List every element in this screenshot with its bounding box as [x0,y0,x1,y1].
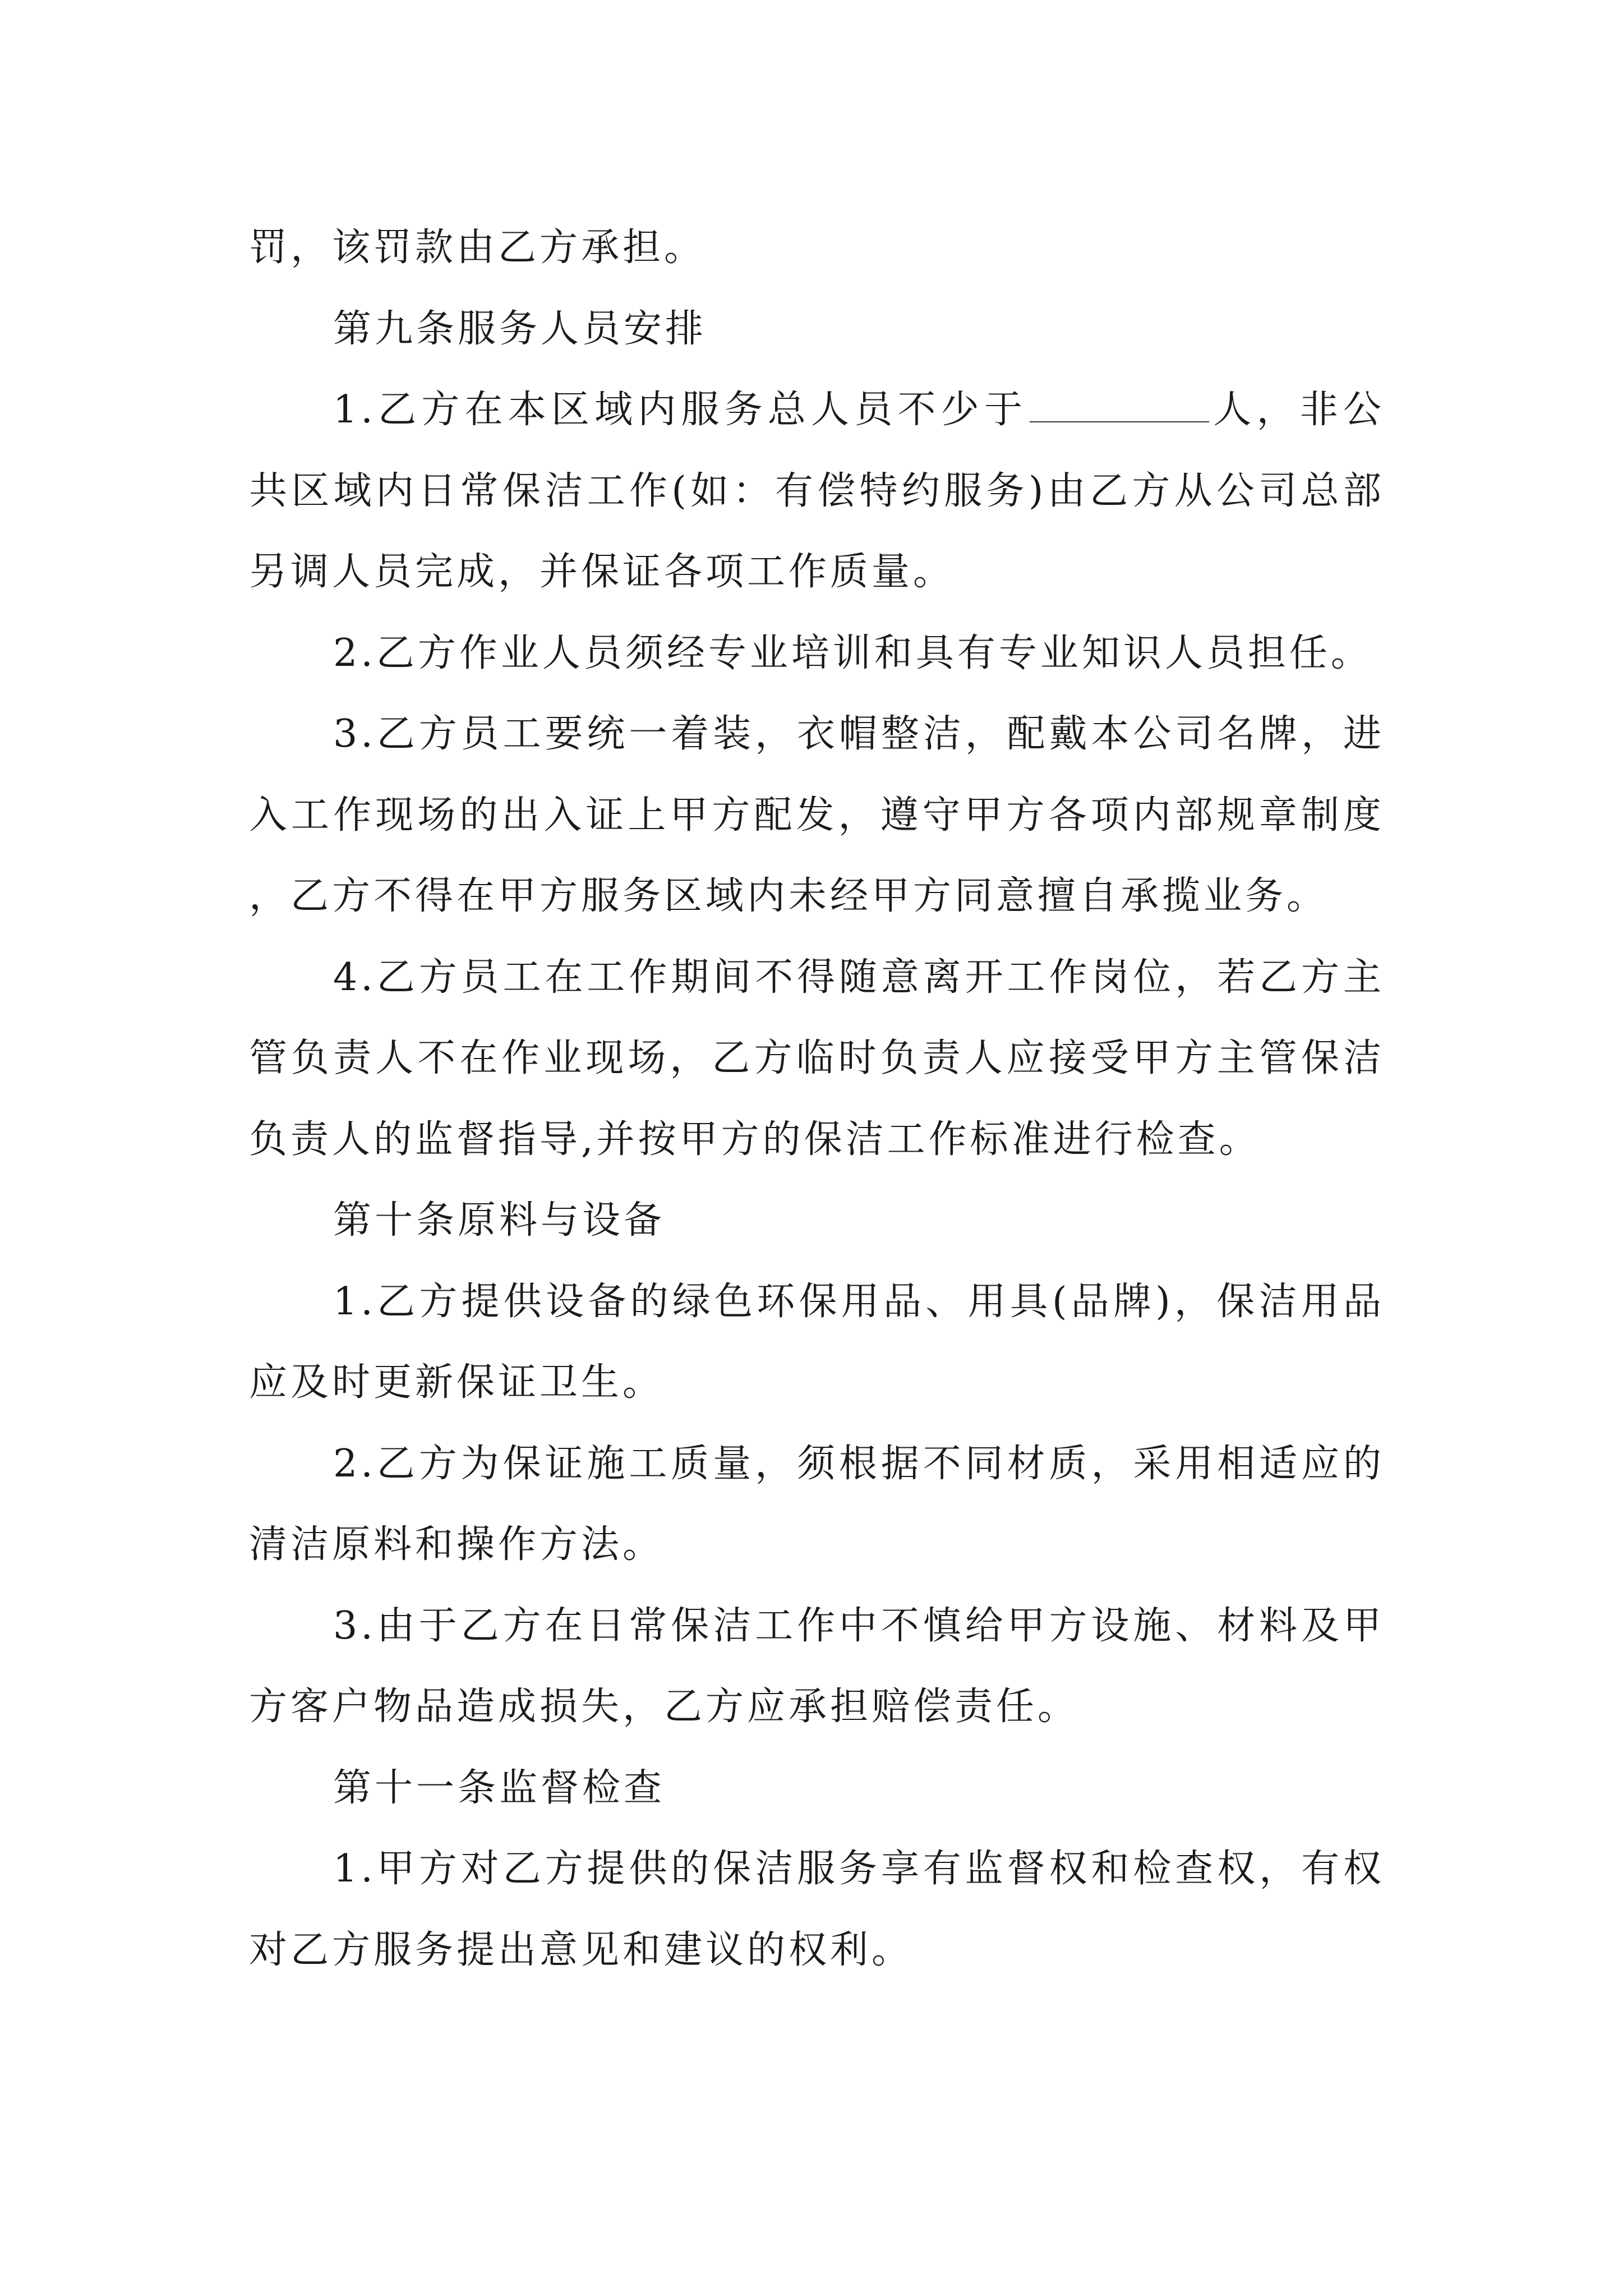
paragraph-9-4: 4.乙方员工在工作期间不得随意离开工作岗位，若乙方主管负责人不在作业现场，乙方临时负责人应接受甲方主管保洁负责人的监督指导,并按甲方的保洁工作标准进行检查。 [249,955,1385,1162]
paragraph-continuation: 罚，该罚款由乙方承担。 [249,226,706,270]
paragraph-9-1-before: 1.乙方在本区域内服务总人员不少于 [333,388,1028,432]
paragraph-10-3: 3.由于乙方在日常保洁工作中不慎给甲方设施、材料及甲方客户物品造成损失，乙方应承担赔偿责任。 [249,1603,1385,1729]
paragraph-9-2: 2.乙方作业人员须经专业培训和具有专业知识人员担任。 [333,631,1372,675]
paragraph-9-1 [249,370,1385,613]
fill-in-blank-line [1030,388,1209,422]
document-body [249,208,1385,1991]
paragraph-10-2: 2.乙方为保证施工质量，须根据不同材质，采用相适应的清洁原料和操作方法。 [249,1441,1385,1567]
paragraph-11-1: 1.甲方对乙方提供的保洁服务享有监督权和检查权，有权对乙方服务提出意见和建议的权利。 [249,1847,1385,1972]
section-heading-article-11: 第十一条监督检查 [333,1765,666,1810]
paragraph-10-1: 1.乙方提供设备的绿色环保用品、用具(品牌)，保洁用品应及时更新保证卫生。 [249,1279,1385,1405]
section-heading-article-10: 第十条原料与设备 [333,1198,666,1243]
paragraph-9-3: 3.乙方员工要统一着装，衣帽整洁，配戴本公司名牌，进入工作现场的出入证上甲方配发，遵守甲方各项内部规章制度，乙方不得在甲方服务区域内未经甲方同意擅自承揽业务。 [249,712,1385,918]
paragraph-9-1-after: 人，非公共区域内日常保洁工作(如：有偿特约服务)由乙方从公司总部另调人员完成，并保证各项工作质量。 [249,388,1385,594]
section-heading-article-9: 第九条服务人员安排 [333,306,707,351]
